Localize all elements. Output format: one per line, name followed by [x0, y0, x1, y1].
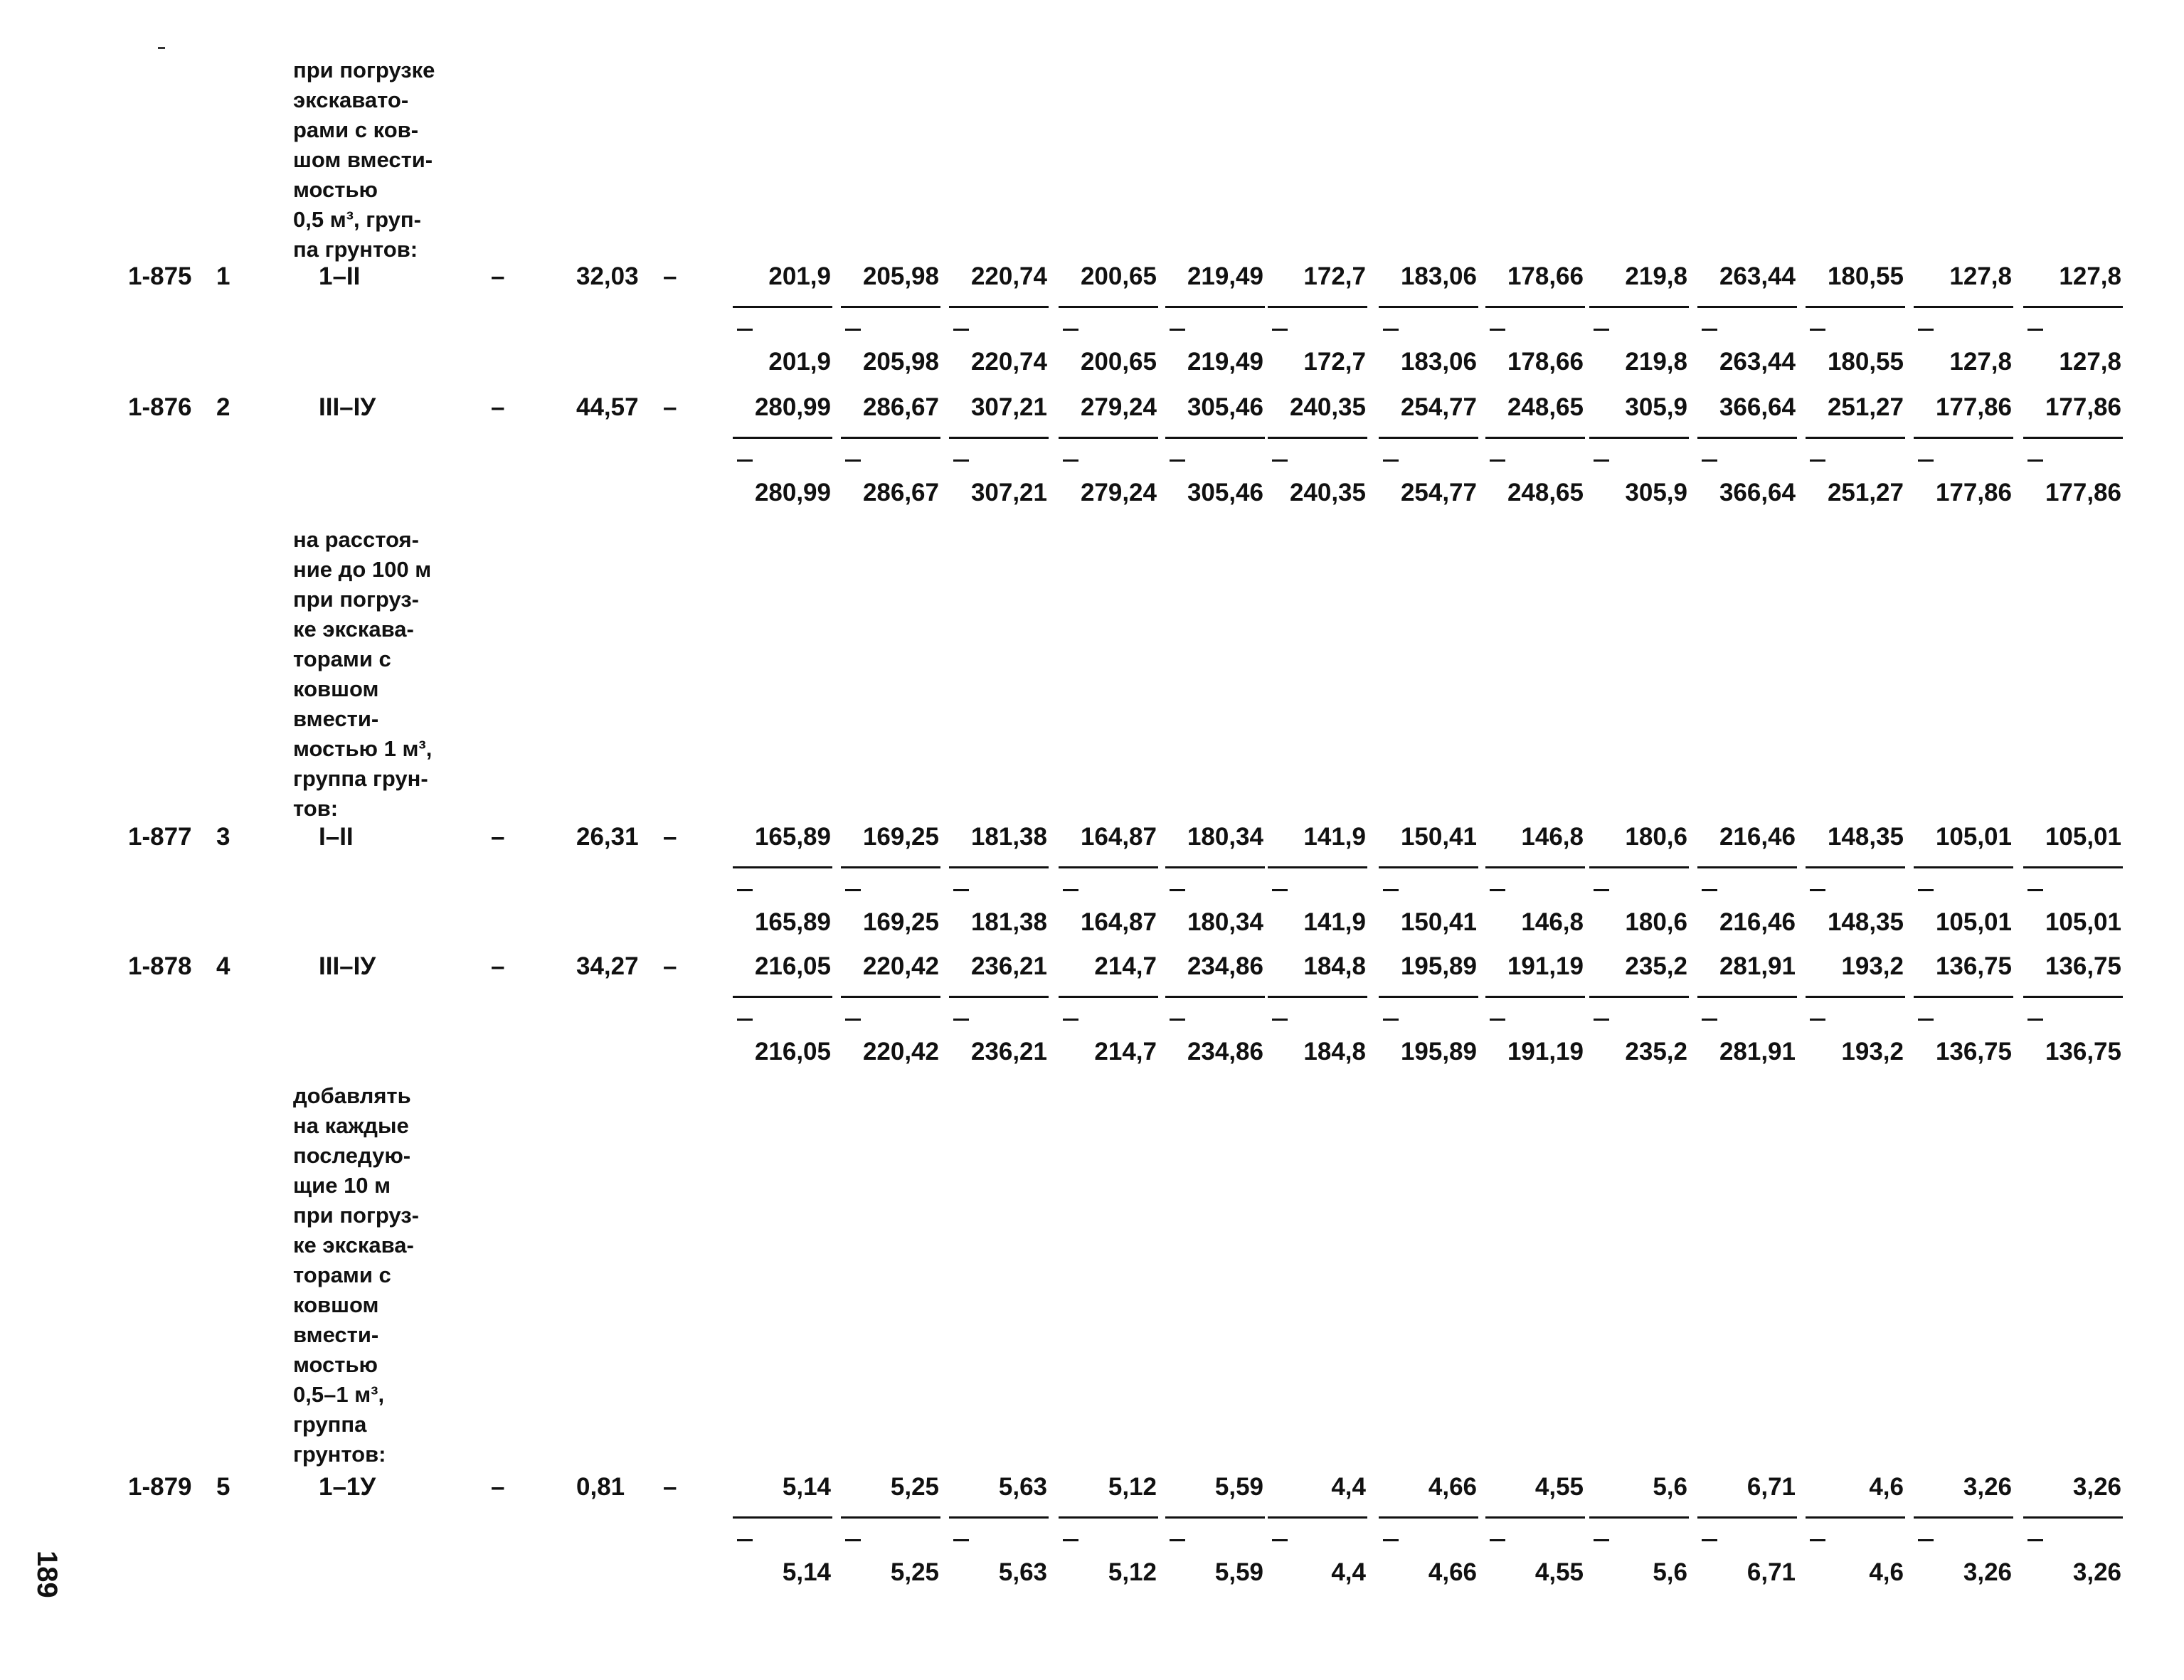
- empty-dash-mark: [953, 889, 969, 891]
- denominator-value: 219,8: [1625, 348, 1687, 376]
- empty-dash-mark: [1490, 1539, 1505, 1541]
- fraction-line: [1697, 996, 1797, 998]
- denominator-value: 3,26: [1963, 1558, 2012, 1586]
- numerator-value: 5,63: [998, 1473, 1047, 1501]
- numerator-value: 3,26: [1963, 1473, 2012, 1501]
- fraction-line: [1697, 306, 1797, 308]
- numerator-value: 5,59: [1214, 1473, 1263, 1501]
- fraction-line: [733, 996, 832, 998]
- empty-dash-mark: [1810, 1019, 1825, 1021]
- fraction-line: [2023, 1516, 2123, 1519]
- denominator-value: 5,14: [782, 1558, 831, 1586]
- numerator-value: 172,7: [1303, 262, 1366, 290]
- page-number: 189: [31, 1551, 63, 1598]
- numerator-value: 141,9: [1303, 823, 1366, 851]
- soil-group: 1–1У: [319, 1473, 376, 1501]
- numerator-value: 307,21: [970, 393, 1047, 421]
- base-value: 26,31: [576, 823, 639, 851]
- numerator-value: 183,06: [1400, 262, 1477, 290]
- denominator-value: 146,8: [1521, 908, 1584, 936]
- row-code: 1-876: [128, 393, 192, 421]
- denominator-value: 4,6: [1869, 1558, 1904, 1586]
- empty-dash-mark: [1383, 329, 1399, 331]
- row-code: 1-877: [128, 823, 192, 851]
- fraction-line: [1059, 437, 1158, 439]
- row-code: 1-875: [128, 262, 192, 290]
- soil-group: III–IУ: [319, 952, 376, 980]
- empty-dash-mark: [1810, 889, 1825, 891]
- empty-dash-mark: [1702, 459, 1717, 462]
- empty-dash-mark: [1383, 1539, 1399, 1541]
- numerator-value: 240,35: [1289, 393, 1366, 421]
- fraction-line: [949, 866, 1049, 868]
- numerator-value: 235,2: [1625, 952, 1687, 980]
- empty-dash-mark: [1490, 1019, 1505, 1021]
- denominator-value: 195,89: [1400, 1038, 1477, 1065]
- empty-dash: –: [663, 823, 677, 851]
- fraction-line: [1806, 1516, 1905, 1519]
- empty-dash-mark: [1490, 329, 1505, 331]
- denominator-value: 5,63: [998, 1558, 1047, 1586]
- empty-dash-mark: [2027, 889, 2043, 891]
- numerator-value: 5,12: [1108, 1473, 1157, 1501]
- denominator-value: 281,91: [1719, 1038, 1796, 1065]
- numerator-value: 200,65: [1080, 262, 1157, 290]
- empty-dash-mark: [1272, 1019, 1288, 1021]
- numerator-value: 4,66: [1428, 1473, 1477, 1501]
- numerator-value: 127,8: [1949, 262, 2012, 290]
- fraction-line: [1485, 306, 1585, 308]
- fraction-line: [1379, 866, 1478, 868]
- fraction-line: [1806, 996, 1905, 998]
- numerator-value: 195,89: [1400, 952, 1477, 980]
- numerator-value: 366,64: [1719, 393, 1796, 421]
- denominator-value: 305,46: [1187, 479, 1263, 506]
- empty-dash-mark: [1594, 329, 1609, 331]
- soil-group: 1–II: [319, 262, 361, 290]
- fraction-line: [1379, 1516, 1478, 1519]
- numerator-value: 193,2: [1841, 952, 1904, 980]
- fraction-line: [1485, 1516, 1585, 1519]
- empty-dash-mark: [1272, 889, 1288, 891]
- denominator-value: 165,89: [754, 908, 831, 936]
- empty-dash-mark: [1702, 1539, 1717, 1541]
- fraction-line: [2023, 866, 2123, 868]
- soil-group: I–II: [319, 823, 354, 851]
- row-number: 1: [216, 262, 230, 290]
- numerator-value: 216,46: [1719, 823, 1796, 851]
- fraction-line: [2023, 437, 2123, 439]
- denominator-value: 172,7: [1303, 348, 1366, 376]
- numerator-value: 127,8: [2059, 262, 2121, 290]
- fraction-line: [1268, 306, 1367, 308]
- denominator-value: 177,86: [2045, 479, 2121, 506]
- denominator-value: 240,35: [1289, 479, 1366, 506]
- empty-dash-mark: [953, 1539, 969, 1541]
- denominator-value: 181,38: [970, 908, 1047, 936]
- numerator-value: 180,55: [1827, 262, 1904, 290]
- denominator-value: 200,65: [1080, 348, 1157, 376]
- empty-dash-mark: [737, 459, 753, 462]
- empty-dash-mark: [1918, 889, 1934, 891]
- fraction-line: [1806, 437, 1905, 439]
- denominator-value: 4,55: [1534, 1558, 1584, 1586]
- fraction-line: [733, 1516, 832, 1519]
- denominator-value: 251,27: [1827, 479, 1904, 506]
- empty-dash: –: [491, 1473, 505, 1501]
- numerator-value: 180,6: [1625, 823, 1687, 851]
- numerator-value: 164,87: [1080, 823, 1157, 851]
- denominator-value: 4,66: [1428, 1558, 1477, 1586]
- fraction-line: [1589, 437, 1689, 439]
- denominator-value: 150,41: [1400, 908, 1477, 936]
- numerator-value: 4,4: [1331, 1473, 1366, 1501]
- denominator-value: 216,46: [1719, 908, 1796, 936]
- denominator-value: 254,77: [1400, 479, 1477, 506]
- denominator-value: 127,8: [1949, 348, 2012, 376]
- fraction-line: [1914, 306, 2013, 308]
- empty-dash: –: [491, 952, 505, 980]
- denominator-value: 148,35: [1827, 908, 1904, 936]
- empty-dash-mark: [1490, 889, 1505, 891]
- denominator-value: 220,74: [970, 348, 1047, 376]
- fraction-line: [733, 306, 832, 308]
- fraction-line: [1379, 306, 1478, 308]
- empty-dash-mark: [1594, 1539, 1609, 1541]
- fraction-line: [1697, 437, 1797, 439]
- denominator-value: 180,34: [1187, 908, 1263, 936]
- empty-dash-mark: [1490, 459, 1505, 462]
- numerator-value: 205,98: [862, 262, 939, 290]
- denominator-value: 307,21: [970, 479, 1047, 506]
- fraction-line: [1485, 866, 1585, 868]
- numerator-value: 220,42: [862, 952, 939, 980]
- denominator-value: 5,25: [890, 1558, 939, 1586]
- empty-dash-mark: [1918, 1019, 1934, 1021]
- numerator-value: 286,67: [862, 393, 939, 421]
- fraction-line: [1589, 866, 1689, 868]
- fraction-line: [949, 1516, 1049, 1519]
- denominator-value: 280,99: [754, 479, 831, 506]
- empty-dash: –: [491, 823, 505, 851]
- numerator-value: 148,35: [1827, 823, 1904, 851]
- empty-dash: –: [663, 1473, 677, 1501]
- denominator-value: 219,49: [1187, 348, 1263, 376]
- row-number: 5: [216, 1473, 230, 1501]
- denominator-value: 127,8: [2059, 348, 2121, 376]
- numerator-value: 180,34: [1187, 823, 1263, 851]
- numerator-value: 105,01: [1935, 823, 2012, 851]
- empty-dash-mark: [953, 459, 969, 462]
- denominator-value: 4,4: [1331, 1558, 1366, 1586]
- empty-dash-mark: [1918, 1539, 1934, 1541]
- fraction-line: [1806, 866, 1905, 868]
- numerator-value: 177,86: [1935, 393, 2012, 421]
- numerator-value: 4,55: [1534, 1473, 1584, 1501]
- empty-dash-mark: [845, 329, 861, 331]
- denominator-value: 184,8: [1303, 1038, 1366, 1065]
- fraction-line: [1165, 1516, 1265, 1519]
- denominator-value: 235,2: [1625, 1038, 1687, 1065]
- empty-dash-mark: [1383, 1019, 1399, 1021]
- fraction-line: [1589, 1516, 1689, 1519]
- empty-dash-mark: [2027, 329, 2043, 331]
- fraction-line: [841, 437, 940, 439]
- empty-dash: –: [663, 262, 677, 290]
- denominator-value: 234,86: [1187, 1038, 1263, 1065]
- soil-group: III–IУ: [319, 393, 376, 421]
- fraction-line: [2023, 306, 2123, 308]
- numerator-value: 234,86: [1187, 952, 1263, 980]
- denominator-value: 286,67: [862, 479, 939, 506]
- numerator-value: 248,65: [1507, 393, 1584, 421]
- base-value: 44,57: [576, 393, 639, 421]
- empty-dash-mark: [1272, 329, 1288, 331]
- numerator-value: 5,14: [782, 1473, 831, 1501]
- empty-dash-mark: [1170, 459, 1185, 462]
- numerator-value: 136,75: [2045, 952, 2121, 980]
- fraction-line: [1806, 306, 1905, 308]
- empty-dash-mark: [1594, 1019, 1609, 1021]
- empty-dash-mark: [2027, 1019, 2043, 1021]
- base-value: 34,27: [576, 952, 639, 980]
- empty-dash: –: [663, 393, 677, 421]
- numerator-value: 236,21: [970, 952, 1047, 980]
- denominator-value: 220,42: [862, 1038, 939, 1065]
- numerator-value: 220,74: [970, 262, 1047, 290]
- fraction-line: [1165, 437, 1265, 439]
- denominator-value: 178,66: [1507, 348, 1584, 376]
- empty-dash-mark: [1272, 1539, 1288, 1541]
- empty-dash-mark: [2027, 1539, 2043, 1541]
- empty-dash-mark: [1918, 329, 1934, 331]
- numerator-value: 251,27: [1827, 393, 1904, 421]
- numerator-value: 191,19: [1507, 952, 1584, 980]
- denominator-value: 248,65: [1507, 479, 1584, 506]
- empty-dash-mark: [1702, 1019, 1717, 1021]
- empty-dash-mark: [1170, 1019, 1185, 1021]
- fraction-line: [1059, 1516, 1158, 1519]
- empty-dash-mark: [1702, 889, 1717, 891]
- denominator-value: 183,06: [1400, 348, 1477, 376]
- fraction-line: [949, 996, 1049, 998]
- fraction-line: [1914, 437, 2013, 439]
- empty-dash-mark: [1063, 1019, 1078, 1021]
- base-value: 0,81: [576, 1473, 625, 1501]
- denominator-value: 105,01: [2045, 908, 2121, 936]
- denominator-value: 305,9: [1625, 479, 1687, 506]
- denominator-value: 136,75: [2045, 1038, 2121, 1065]
- numerator-value: 219,8: [1625, 262, 1687, 290]
- fraction-line: [841, 1516, 940, 1519]
- row-number: 2: [216, 393, 230, 421]
- numerator-value: 181,38: [970, 823, 1047, 851]
- empty-dash-mark: [737, 329, 753, 331]
- numerator-value: 219,49: [1187, 262, 1263, 290]
- numerator-value: 305,46: [1187, 393, 1263, 421]
- fraction-line: [733, 866, 832, 868]
- empty-dash-mark: [1918, 459, 1934, 462]
- denominator-value: 164,87: [1080, 908, 1157, 936]
- fraction-line: [949, 306, 1049, 308]
- fraction-line: [1268, 437, 1367, 439]
- numerator-value: 201,9: [768, 262, 831, 290]
- fraction-line: [1697, 1516, 1797, 1519]
- empty-dash-mark: [1063, 459, 1078, 462]
- numerator-value: 184,8: [1303, 952, 1366, 980]
- row-number: 4: [216, 952, 230, 980]
- denominator-value: 201,9: [768, 348, 831, 376]
- empty-dash-mark: [1063, 889, 1078, 891]
- denominator-value: 263,44: [1719, 348, 1796, 376]
- denominator-value: 366,64: [1719, 479, 1796, 506]
- empty-dash-mark: [1170, 329, 1185, 331]
- section-description: добавлять на каждые последую- щие 10 м при погруз- ке экскава- торами с ковшом вмести- мостью 0,5–1 м³, группа грунтов:: [293, 1083, 419, 1467]
- denominator-value: 3,26: [2072, 1558, 2121, 1586]
- empty-dash-mark: [737, 1019, 753, 1021]
- empty-dash-mark: [845, 1019, 861, 1021]
- fraction-line: [1589, 996, 1689, 998]
- denominator-value: 193,2: [1841, 1038, 1904, 1065]
- fraction-line: [1268, 866, 1367, 868]
- empty-dash-mark: [953, 329, 969, 331]
- empty-dash-mark: [737, 1539, 753, 1541]
- numerator-value: 5,6: [1653, 1473, 1687, 1501]
- fraction-line: [1165, 306, 1265, 308]
- fraction-line: [1165, 866, 1265, 868]
- empty-dash-mark: [1170, 1539, 1185, 1541]
- denominator-value: 214,7: [1094, 1038, 1157, 1065]
- base-value: 32,03: [576, 262, 639, 290]
- denominator-value: 279,24: [1080, 479, 1157, 506]
- row-number: 3: [216, 823, 230, 851]
- numerator-value: 279,24: [1080, 393, 1157, 421]
- empty-dash-mark: [845, 459, 861, 462]
- fraction-line: [841, 996, 940, 998]
- empty-dash: –: [663, 952, 677, 980]
- numerator-value: 6,71: [1746, 1473, 1796, 1501]
- empty-dash-mark: [1810, 1539, 1825, 1541]
- numerator-value: 5,25: [890, 1473, 939, 1501]
- numerator-value: 105,01: [2045, 823, 2121, 851]
- fraction-line: [1914, 996, 2013, 998]
- fraction-line: [1059, 306, 1158, 308]
- numerator-value: 150,41: [1400, 823, 1477, 851]
- fraction-line: [1485, 437, 1585, 439]
- fraction-line: [1059, 866, 1158, 868]
- fraction-line: [733, 437, 832, 439]
- numerator-value: 4,6: [1869, 1473, 1904, 1501]
- empty-dash-mark: [1063, 1539, 1078, 1541]
- fraction-line: [1268, 996, 1367, 998]
- empty-dash: –: [491, 262, 505, 290]
- empty-dash-mark: [1810, 329, 1825, 331]
- fraction-line: [1485, 996, 1585, 998]
- numerator-value: 3,26: [2072, 1473, 2121, 1501]
- scan-mark: [158, 47, 165, 49]
- denominator-value: 105,01: [1935, 908, 2012, 936]
- empty-dash: –: [491, 393, 505, 421]
- empty-dash-mark: [1383, 459, 1399, 462]
- denominator-value: 177,86: [1935, 479, 2012, 506]
- empty-dash-mark: [1063, 329, 1078, 331]
- row-code: 1-878: [128, 952, 192, 980]
- empty-dash-mark: [737, 889, 753, 891]
- fraction-line: [1914, 866, 2013, 868]
- denominator-value: 236,21: [970, 1038, 1047, 1065]
- empty-dash-mark: [1594, 889, 1609, 891]
- denominator-value: 5,12: [1108, 1558, 1157, 1586]
- empty-dash-mark: [1170, 889, 1185, 891]
- empty-dash-mark: [1383, 889, 1399, 891]
- denominator-value: 180,6: [1625, 908, 1687, 936]
- fraction-line: [1268, 1516, 1367, 1519]
- numerator-value: 177,86: [2045, 393, 2121, 421]
- numerator-value: 254,77: [1400, 393, 1477, 421]
- empty-dash-mark: [1702, 329, 1717, 331]
- fraction-line: [1379, 996, 1478, 998]
- section-description: на расстоя- ние до 100 м при погруз- ке экскава- торами с ковшом вмести- мостью 1 м³, группа грун- тов:: [293, 527, 433, 821]
- fraction-line: [1697, 866, 1797, 868]
- numerator-value: 216,05: [754, 952, 831, 980]
- empty-dash-mark: [1272, 459, 1288, 462]
- fraction-line: [841, 866, 940, 868]
- numerator-value: 263,44: [1719, 262, 1796, 290]
- row-code: 1-879: [128, 1473, 192, 1501]
- denominator-value: 216,05: [754, 1038, 831, 1065]
- numerator-value: 178,66: [1507, 262, 1584, 290]
- denominator-value: 5,59: [1214, 1558, 1263, 1586]
- denominator-value: 5,6: [1653, 1558, 1687, 1586]
- denominator-value: 180,55: [1827, 348, 1904, 376]
- numerator-value: 146,8: [1521, 823, 1584, 851]
- denominator-value: 191,19: [1507, 1038, 1584, 1065]
- fraction-line: [949, 437, 1049, 439]
- numerator-value: 136,75: [1935, 952, 2012, 980]
- empty-dash-mark: [845, 1539, 861, 1541]
- fraction-line: [1589, 306, 1689, 308]
- empty-dash-mark: [953, 1019, 969, 1021]
- fraction-line: [2023, 996, 2123, 998]
- fraction-line: [1059, 996, 1158, 998]
- numerator-value: 214,7: [1094, 952, 1157, 980]
- denominator-value: 136,75: [1935, 1038, 2012, 1065]
- fraction-line: [1379, 437, 1478, 439]
- numerator-value: 169,25: [862, 823, 939, 851]
- section-description: при погрузке экскавато- рами с ков- шом вмести- мостью 0,5 м³, груп- па грунтов:: [293, 58, 435, 262]
- fraction-line: [1165, 996, 1265, 998]
- denominator-value: 205,98: [862, 348, 939, 376]
- empty-dash-mark: [845, 889, 861, 891]
- empty-dash-mark: [2027, 459, 2043, 462]
- fraction-line: [1914, 1516, 2013, 1519]
- denominator-value: 141,9: [1303, 908, 1366, 936]
- fraction-line: [841, 306, 940, 308]
- numerator-value: 281,91: [1719, 952, 1796, 980]
- numerator-value: 165,89: [754, 823, 831, 851]
- numerator-value: 280,99: [754, 393, 831, 421]
- empty-dash-mark: [1810, 459, 1825, 462]
- denominator-value: 169,25: [862, 908, 939, 936]
- empty-dash-mark: [1594, 459, 1609, 462]
- denominator-value: 6,71: [1746, 1558, 1796, 1586]
- numerator-value: 305,9: [1625, 393, 1687, 421]
